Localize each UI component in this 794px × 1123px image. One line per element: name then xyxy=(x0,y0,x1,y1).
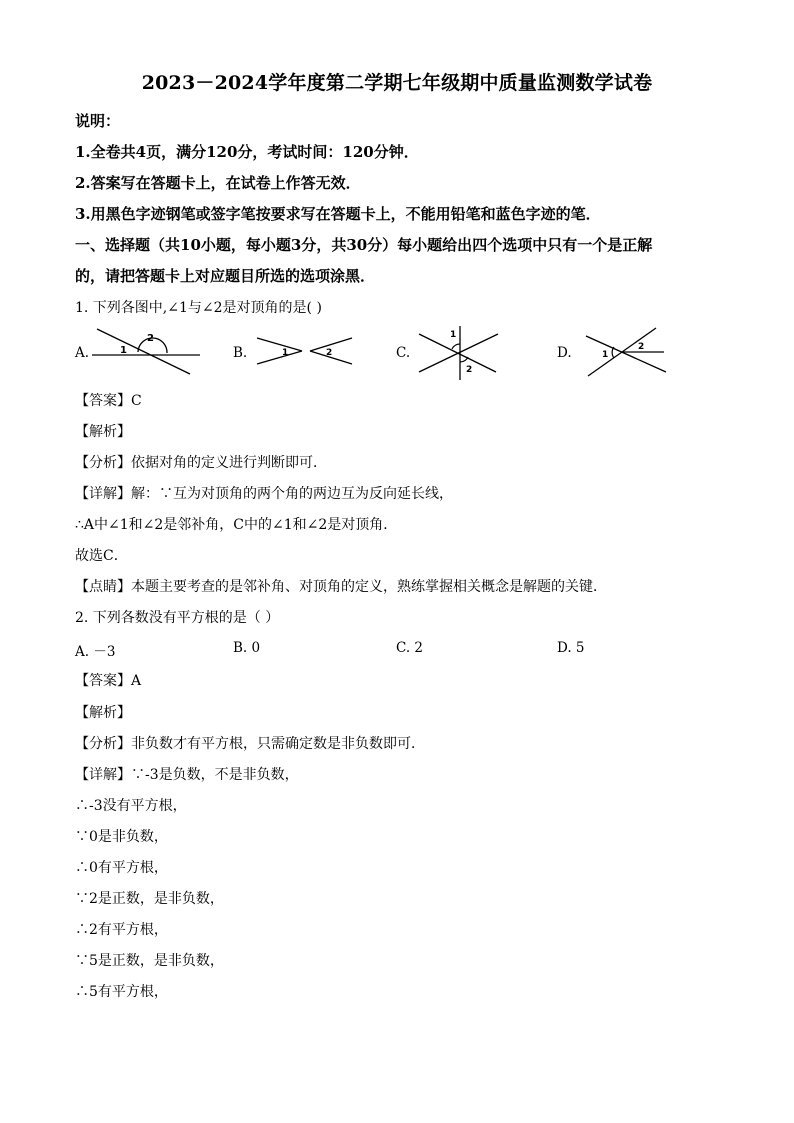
q2-analysis-head xyxy=(75,733,425,753)
q1-option-b-label: B. xyxy=(233,345,248,361)
q1-a-label-2: 2 xyxy=(147,333,154,344)
q2-detail-head xyxy=(75,764,299,784)
q1-d-label-1: 1 xyxy=(602,350,609,360)
tag: 【详解】 xyxy=(75,767,131,783)
q1-figure-d xyxy=(584,324,668,378)
tag: 【分析】 xyxy=(75,455,131,471)
text: 非负数才有平方根，只需确定数是非负数即可． xyxy=(131,736,425,752)
q1-answer: C xyxy=(131,393,142,409)
q2-detail-line-6: ∵5是正数，是非负数， xyxy=(75,953,224,969)
q2-detail-line-7: ∴5有平方根， xyxy=(75,984,168,1000)
q1-answer-line xyxy=(75,390,142,410)
q1-figure-c xyxy=(416,324,502,382)
q2-detail-line-2: ∵0是非负数， xyxy=(75,829,168,845)
q1-a-label-1: 1 xyxy=(120,345,127,356)
section-heading-line-1: 一、选择题（共10小题，每小题3分，共30分）每小题给出四个选项中只有一个是正解 xyxy=(75,236,653,254)
answer-tag: 【答案】 xyxy=(75,673,131,689)
q1-analysis-tag: 【解析】 xyxy=(75,424,131,440)
q1-option-a-label: A. xyxy=(75,345,90,361)
q2-option-d: D. 5 xyxy=(557,640,585,656)
q1-b-label-2: 2 xyxy=(326,348,333,358)
q2-option-b: B. 0 xyxy=(233,640,261,656)
q1-analysis-line-2 xyxy=(75,483,453,503)
q2-analysis-tag: 【解析】 xyxy=(75,705,131,721)
intro-heading: 说明： xyxy=(75,112,121,130)
text: 解：∵互为对顶角的两个角的两边互为反向延长线， xyxy=(131,486,453,502)
text: ∵-3是负数，不是非负数， xyxy=(131,767,299,783)
q1-c-label-1: 1 xyxy=(450,330,457,340)
q1-analysis-line-1 xyxy=(75,452,327,472)
q2-detail-line-3: ∴0有平方根， xyxy=(75,860,168,876)
question-1-stem: 1. 下列各图中,∠1与∠2是对顶角的是( ) xyxy=(75,300,322,316)
q1-analysis-line-5 xyxy=(75,576,607,596)
intro-item-1: 1.全卷共4页，满分120分，考试时间：120分钟． xyxy=(75,143,419,161)
q2-option-a: A. －3 xyxy=(75,644,116,660)
q2-detail-line-4: ∵2是正数，是非负数， xyxy=(75,891,224,907)
q1-figure-a xyxy=(90,326,200,376)
answer-tag: 【答案】 xyxy=(75,393,131,409)
q2-answer: A xyxy=(131,673,142,689)
q2-detail-line-5: ∴2有平方根， xyxy=(75,922,168,938)
q2-answer-line xyxy=(75,670,141,690)
q1-figure-b xyxy=(254,334,354,368)
tag: 【点睛】 xyxy=(75,579,131,595)
tag: 【详解】 xyxy=(75,486,131,502)
q1-analysis-line-4: 故选C． xyxy=(75,548,128,564)
section-heading-line-2: 的，请把答题卡上对应题目所选的选项涂黑． xyxy=(75,267,376,285)
q1-c-label-2: 2 xyxy=(466,365,473,375)
q1-analysis-line-3: ∴A中∠1和∠2是邻补角，C中的∠1和∠2是对顶角． xyxy=(75,517,398,533)
question-2-stem: 2. 下列各数没有平方根的是（ ） xyxy=(75,610,280,626)
intro-item-3: 3.用黑色字迹钢笔或签字笔按要求写在答题卡上，不能用铅笔和蓝色字迹的笔． xyxy=(75,205,601,223)
q1-option-c-label: C. xyxy=(396,345,411,361)
q2-option-c: C. 2 xyxy=(396,640,424,656)
q1-d-label-2: 2 xyxy=(638,342,645,352)
intro-item-2: 2.答案写在答题卡上，在试卷上作答无效． xyxy=(75,174,361,192)
q1-b-label-1: 1 xyxy=(282,348,289,358)
text: 依据对角的定义进行判断即可． xyxy=(131,455,327,471)
page-title: 2023－2024学年度第二学期七年级期中质量监测数学试卷 xyxy=(141,72,653,94)
text: 本题主要考查的是邻补角、对顶角的定义，熟练掌握相关概念是解题的关键． xyxy=(131,579,607,595)
q1-option-d-label: D. xyxy=(557,345,572,361)
q2-detail-line-1: ∴-3没有平方根， xyxy=(75,798,187,814)
tag: 【分析】 xyxy=(75,736,131,752)
